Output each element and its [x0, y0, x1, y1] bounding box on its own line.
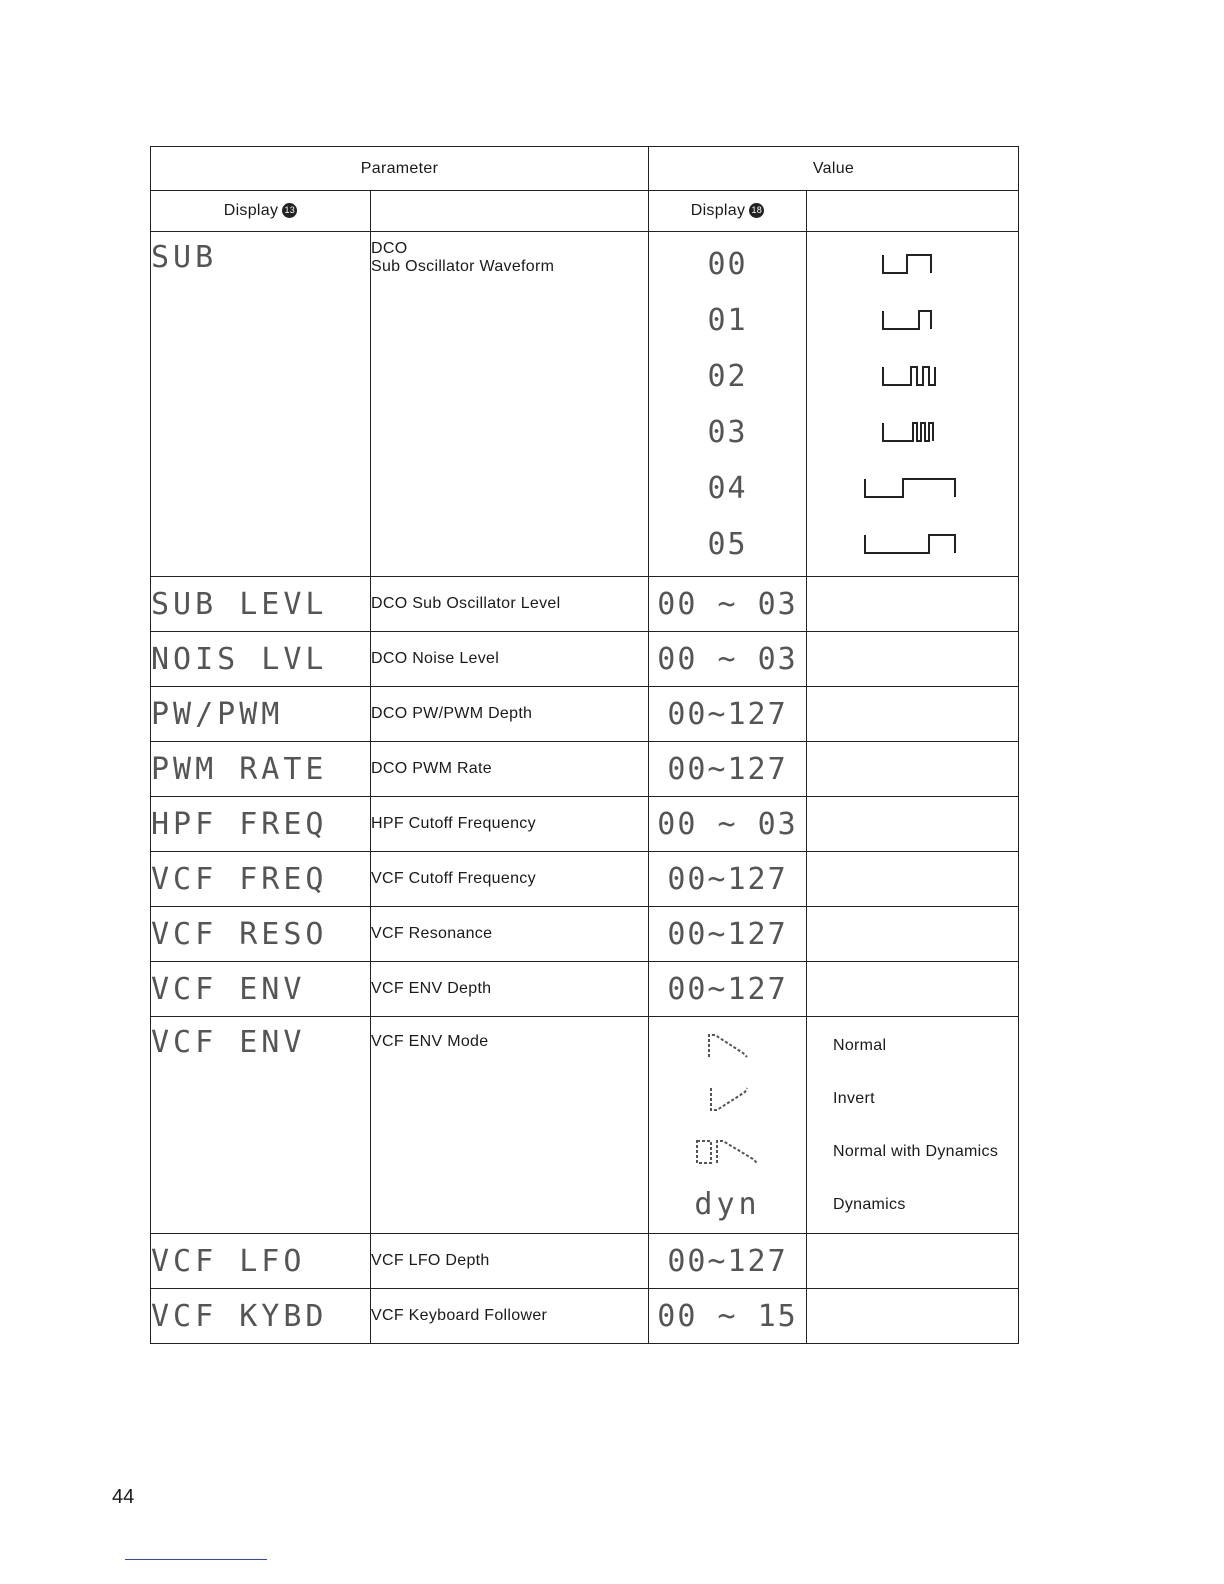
desc-line: DCO [371, 240, 408, 257]
description-cell: VCF Cutoff Frequency [371, 852, 649, 907]
mode-label: Dynamics [833, 1196, 906, 1213]
marker-13-icon: 13 [282, 203, 297, 218]
footer-line [125, 1559, 267, 1560]
mode-label: Normal with Dynamics [833, 1143, 999, 1160]
lcd-display: HPF FREQ [151, 806, 328, 842]
value-cell [649, 797, 807, 852]
normal-envelope-icon [703, 1031, 753, 1061]
description-cell: VCF ENV Depth [371, 962, 649, 1017]
empty-cell [807, 687, 1019, 742]
empty-cell [807, 962, 1019, 1017]
display-cell [151, 962, 371, 1017]
parameter-row [151, 1234, 1019, 1289]
display-param-header: Display 13 [151, 191, 371, 232]
lcd-display: PW/PWM [151, 696, 284, 732]
lcd-display: VCF KYBD [151, 1298, 328, 1334]
empty-cell [807, 632, 1019, 687]
description-cell: HPF Cutoff Frequency [371, 797, 649, 852]
mode-label: Normal [833, 1037, 887, 1054]
value-cell [649, 1289, 807, 1344]
value-cell [649, 632, 807, 687]
parameter-table [150, 146, 1019, 1344]
lcd-value: 05 [707, 526, 748, 562]
empty-cell [807, 797, 1019, 852]
value-cell [649, 1017, 807, 1234]
parameter-row [151, 962, 1019, 1017]
lcd-value: 00 [707, 246, 748, 282]
display-value-header: Display 18 [649, 191, 807, 232]
lcd-display: VCF FREQ [151, 861, 328, 897]
value-header: Value [649, 147, 1019, 191]
lcd-display: VCF ENV [151, 971, 306, 1007]
mode-label-cell [807, 1017, 1019, 1234]
lcd-value: 00~127 [667, 751, 788, 787]
description-cell: VCF Resonance [371, 907, 649, 962]
lcd-display: VCF LFO [151, 1243, 306, 1279]
display-cell [151, 1289, 371, 1344]
lcd-value: 00~127 [667, 916, 788, 952]
description-cell: VCF LFO Depth [371, 1234, 649, 1289]
invert-envelope-icon [703, 1084, 753, 1114]
parameter-row [151, 852, 1019, 907]
lcd-value: 00 ~ 03 [657, 586, 798, 622]
description-cell: DCO PWM Rate [371, 742, 649, 797]
lcd-display: SUB [151, 240, 218, 275]
value-cell [649, 687, 807, 742]
empty-header [807, 191, 1019, 232]
parameter-row [151, 1017, 1019, 1234]
display-cell [151, 1234, 371, 1289]
value-cell [649, 742, 807, 797]
display-cell [151, 797, 371, 852]
empty-cell [807, 742, 1019, 797]
sub-waveform-03-icon [877, 419, 947, 445]
lcd-display: NOIS LVL [151, 641, 328, 677]
parameter-row [151, 687, 1019, 742]
value-cell [649, 232, 807, 577]
lcd-value: 02 [707, 358, 748, 394]
description-cell: VCF Keyboard Follower [371, 1289, 649, 1344]
empty-cell [807, 852, 1019, 907]
desc-line: Sub Oscillator Waveform [371, 258, 555, 275]
display-cell [151, 232, 371, 577]
description-cell: VCF ENV Mode [371, 1017, 649, 1234]
sub-waveform-02-icon [877, 363, 947, 389]
lcd-value: 00 ~ 03 [657, 641, 798, 677]
value-cell [649, 962, 807, 1017]
lcd-value: 00~127 [667, 971, 788, 1007]
dyn-icon: dyn [694, 1187, 761, 1222]
display-cell [151, 742, 371, 797]
marker-18-icon: 18 [749, 203, 764, 218]
description-cell [371, 232, 649, 577]
page-number: 44 [112, 1486, 135, 1508]
parameter-row [151, 1289, 1019, 1344]
parameter-row [151, 797, 1019, 852]
mode-label: Invert [833, 1090, 875, 1107]
value-cell [649, 907, 807, 962]
value-cell [649, 1234, 807, 1289]
sub-waveform-05-icon [859, 531, 959, 557]
dynamics-envelope-icon [693, 1137, 763, 1167]
empty-cell [807, 1289, 1019, 1344]
display-cell [151, 687, 371, 742]
lcd-value: 00 ~ 15 [657, 1298, 798, 1334]
lcd-display: VCF ENV [151, 1025, 306, 1060]
empty-cell [807, 577, 1019, 632]
sub-waveform-01-icon [877, 307, 947, 333]
display-cell [151, 577, 371, 632]
description-cell: DCO PW/PWM Depth [371, 687, 649, 742]
display-cell [151, 1017, 371, 1234]
lcd-value: 00~127 [667, 1243, 788, 1279]
description-cell: DCO Sub Oscillator Level [371, 577, 649, 632]
parameter-row [151, 742, 1019, 797]
parameter-row [151, 632, 1019, 687]
empty-cell [807, 907, 1019, 962]
display-cell [151, 907, 371, 962]
lcd-display: PWM RATE [151, 751, 328, 787]
parameter-header: Parameter [151, 147, 649, 191]
lcd-value: 04 [707, 470, 748, 506]
display-cell [151, 632, 371, 687]
sub-waveform-00-icon [877, 251, 947, 277]
lcd-display: SUB LEVL [151, 586, 328, 622]
lcd-value: 01 [707, 302, 748, 338]
lcd-value: 00 ~ 03 [657, 806, 798, 842]
parameter-row [151, 907, 1019, 962]
value-cell [649, 852, 807, 907]
empty-header [371, 191, 649, 232]
lcd-display: VCF RESO [151, 916, 328, 952]
value-cell [649, 577, 807, 632]
lcd-value: 00~127 [667, 696, 788, 732]
display-cell [151, 852, 371, 907]
lcd-value: 03 [707, 414, 748, 450]
sub-waveform-04-icon [859, 475, 959, 501]
waveform-cell [807, 232, 1019, 577]
empty-cell [807, 1234, 1019, 1289]
lcd-value: 00~127 [667, 861, 788, 897]
parameter-row [151, 577, 1019, 632]
description-cell: DCO Noise Level [371, 632, 649, 687]
